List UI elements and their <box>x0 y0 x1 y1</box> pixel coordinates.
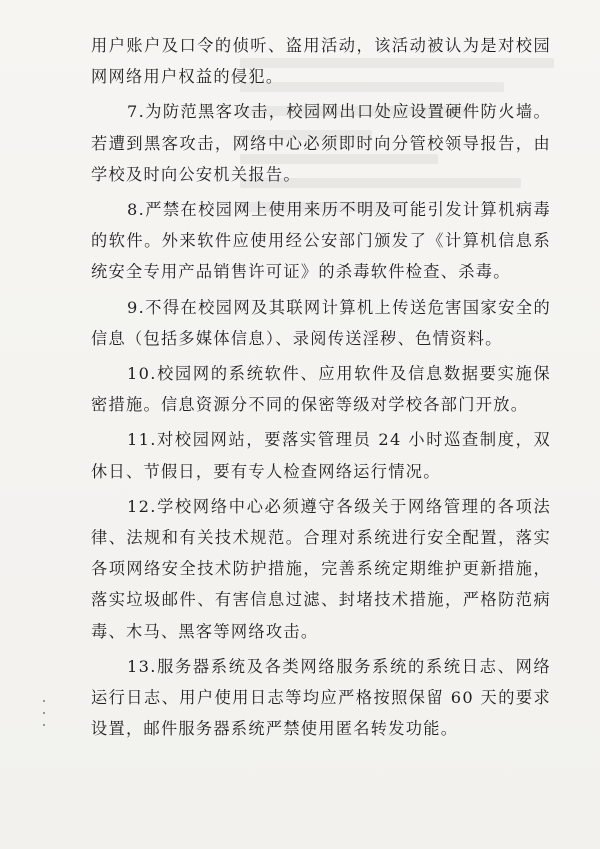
paragraph-continuation: 用户账户及口令的侦听、盗用活动，该活动被认为是对校园网网络用户权益的侵犯。 <box>91 36 551 87</box>
paragraph-item-10: 10.校园网的系统软件、应用软件及信息数据要实施保密措施。信息资源分不同的保密等级对学校各部门开放。 <box>91 364 551 415</box>
document-body <box>91 30 551 748</box>
paragraph-item-8: 8.严禁在校园网上使用来历不明及可能引发计算机病毒的软件。外来软件应使用经公安部门颁发了《计算机信息系统安全专用产品销售许可证》的杀毒软件检查、杀毒。 <box>91 200 551 282</box>
paragraph-item-9: 9.不得在校园网及其联网计算机上传送危害国家安全的信息（包括多媒体信息）、录阅传送淫秽、色情资料。 <box>91 297 551 348</box>
paragraph-item-11: 11.对校园网站，要落实管理员 24 小时巡查制度，双休日、节假日，要有专人检查网络运行情况。 <box>91 430 551 481</box>
paragraph-item-7: 7.为防范黑客攻击，校园网出口处应设置硬件防火墙。若遭到黑客攻击，网络中心必须即时向分管校领导报告，由学校及时向公安机关报告。 <box>91 102 551 184</box>
margin-specks <box>43 700 47 750</box>
paragraph-item-13: 13.服务器系统及各类网络服务系统的系统日志、网络运行日志、用户使用日志等均应严格按照保留 60 天的要求设置，邮件服务器系统严禁使用匿名转发功能。 <box>91 656 551 739</box>
paragraph-item-12: 12.学校网络中心必须遵守各级关于网络管理的各项法律、法规和有关技术规范。合理对系统进行安全配置，落实各项网络安全技术防护措施，完善系统定期维护更新措施，落实垃圾邮件、有害信息过滤、封堵技术措施，严格防范病毒、木马、黑客等网络攻击。 <box>91 496 551 641</box>
